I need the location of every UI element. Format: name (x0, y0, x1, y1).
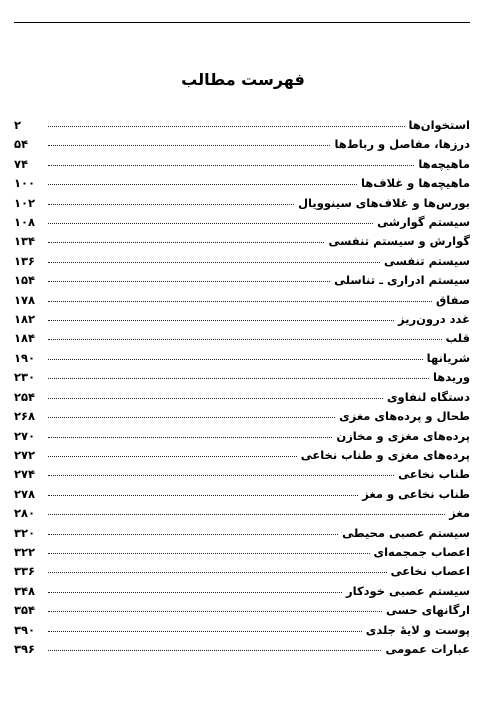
dot-leader (48, 242, 324, 243)
toc-entry-page-number: ۲ (14, 118, 22, 132)
dot-leader (48, 572, 387, 573)
toc-entry-page-number: ۲۵۴ (14, 389, 36, 404)
toc-entry[interactable] (14, 390, 470, 409)
toc-entry-title: ماهیچه‌ها (418, 156, 470, 171)
toc-entry-title: طحال و پرده‌های مغزی (339, 409, 470, 424)
toc-entry-title: پرده‌های مغزی و طناب نخاعی (300, 447, 470, 462)
dot-leader (48, 514, 445, 515)
dot-leader (48, 475, 394, 476)
toc-entry-page-number: ۲۷۰ (14, 428, 36, 443)
toc-entry-page-number: ۷۴ (14, 156, 29, 171)
toc-entry[interactable] (14, 331, 470, 350)
toc-entry[interactable] (14, 623, 470, 642)
toc-entry-page-number: ۲۷۸ (14, 486, 36, 501)
toc-entry-page-number: ۳۴۸ (14, 583, 36, 598)
dot-leader (48, 553, 370, 554)
toc-entry[interactable] (14, 137, 470, 156)
toc-entry-title: سیستم عصبی محیطی (342, 525, 470, 540)
toc-entry[interactable] (14, 526, 470, 545)
dot-leader (48, 359, 423, 360)
dot-leader (48, 417, 335, 418)
toc-entry-title: قلب (445, 331, 470, 346)
toc-entry-title: اعصاب جمجمه‌ای (373, 544, 470, 559)
toc-entry-title: استخوان‌ها (408, 118, 470, 132)
toc-entry-page-number: ۱۵۴ (14, 273, 36, 288)
toc-entry-page-number: ۲۷۴ (14, 467, 36, 482)
dot-leader (48, 281, 330, 282)
toc-entry-title: طناب نخاعی و مغز (362, 486, 470, 501)
dot-leader (48, 184, 357, 185)
toc-entry[interactable] (14, 273, 470, 292)
toc-entry[interactable] (14, 234, 470, 253)
toc-entry-title: شریانها (426, 350, 470, 365)
toc-entry-title: وریدها (432, 370, 470, 385)
toc-entry-page-number: ۱۸۲ (14, 312, 36, 327)
top-rule (14, 22, 470, 23)
toc-entry-page-number: ۳۲۰ (14, 525, 36, 540)
dot-leader (48, 534, 338, 535)
toc-entry-title: گوارش و سیستم تنفسی (328, 234, 470, 249)
toc-entry-page-number: ۳۲۲ (14, 544, 36, 559)
dot-leader (48, 592, 342, 593)
toc-entry-page-number: ۲۷۲ (14, 447, 36, 462)
toc-entry-page-number: ۳۵۴ (14, 603, 36, 618)
toc-entry-page-number: ۲۸۰ (14, 506, 36, 521)
toc-entry-page-number: ۱۰۰ (14, 176, 36, 191)
toc-entry-title: درزها، مفاصل و رباط‌ها (334, 137, 470, 152)
toc-entry[interactable] (14, 215, 470, 234)
toc-entry-title: عبارات عمومی (385, 641, 470, 656)
toc-entry[interactable] (14, 642, 470, 661)
toc-entry[interactable] (14, 467, 470, 486)
toc-entry-title: غدد درون‌ریز (398, 312, 470, 327)
toc-entry[interactable] (14, 254, 470, 273)
dot-leader (48, 611, 382, 612)
toc-entry-page-number: ۳۳۶ (14, 564, 36, 579)
table-of-contents (14, 118, 470, 661)
dot-leader (48, 339, 442, 340)
toc-entry[interactable] (14, 506, 470, 525)
toc-entry-page-number: ۳۹۰ (14, 622, 36, 637)
dot-leader (48, 320, 394, 321)
toc-entry-title: ارگانهای حسی (386, 603, 470, 618)
toc-entry-title: پرده‌های مغزی و مخازن (336, 428, 470, 443)
toc-entry-title: بورس‌ها و غلاف‌های سینوویال (298, 195, 470, 210)
page-title: فهرست مطالب (181, 70, 305, 89)
toc-entry[interactable] (14, 429, 470, 448)
toc-entry-page-number: ۳۹۶ (14, 641, 36, 656)
toc-entry-title: پوست و لایهٔ جلدی (365, 622, 470, 637)
toc-entry-page-number: ۱۹۰ (14, 350, 36, 365)
toc-entry-title: دستگاه لنفاوی (387, 389, 470, 404)
toc-entry-page-number: ۱۷۸ (14, 292, 36, 307)
toc-entry-page-number: ۲۳۰ (14, 370, 36, 385)
toc-entry[interactable] (14, 564, 470, 583)
toc-entry[interactable] (14, 176, 470, 195)
dot-leader (48, 437, 332, 438)
dot-leader (48, 223, 373, 224)
toc-entry-title: سیستم گوارشی (377, 215, 470, 230)
dot-leader (48, 165, 414, 166)
dot-leader (48, 650, 381, 651)
toc-entry[interactable] (14, 196, 470, 215)
toc-entry[interactable] (14, 351, 470, 370)
toc-entry[interactable] (14, 118, 470, 137)
toc-entry[interactable] (14, 409, 470, 428)
toc-entry[interactable] (14, 545, 470, 564)
toc-entry[interactable] (14, 370, 470, 389)
toc-entry-title: سیستم تنفسی (383, 253, 470, 268)
toc-entry-page-number: ۱۳۴ (14, 234, 36, 249)
toc-entry-page-number: ۲۶۸ (14, 409, 36, 424)
toc-entry-title: اعصاب نخاعی (390, 564, 470, 579)
dot-leader (48, 398, 383, 399)
toc-entry-title: مغز (449, 506, 470, 521)
toc-entry-page-number: ۱۳۶ (14, 253, 36, 268)
toc-entry[interactable] (14, 448, 470, 467)
dot-leader (48, 301, 432, 302)
dot-leader (48, 145, 330, 146)
dot-leader (48, 204, 294, 205)
dot-leader (48, 262, 380, 263)
toc-entry[interactable] (14, 584, 470, 603)
toc-entry-page-number: ۱۸۴ (14, 331, 36, 346)
toc-entry-page-number: ۱۰۲ (14, 195, 36, 210)
toc-entry[interactable] (14, 293, 470, 312)
toc-entry[interactable] (14, 487, 470, 506)
dot-leader (48, 456, 297, 457)
dot-leader (48, 495, 358, 496)
toc-entry-title: طناب نخاعی (398, 467, 470, 482)
toc-entry-page-number: ۵۴ (14, 137, 29, 152)
toc-entry[interactable] (14, 157, 470, 176)
dot-leader (48, 631, 362, 632)
toc-entry-title: سیستم ادراری ـ تناسلی (334, 273, 470, 288)
toc-entry-title: صفاق (436, 292, 470, 307)
toc-entry-title: ماهیچه‌ها و غلاف‌ها (360, 176, 470, 191)
toc-entry[interactable] (14, 603, 470, 622)
dot-leader (48, 378, 429, 379)
toc-entry-page-number: ۱۰۸ (14, 215, 36, 230)
dot-leader (48, 126, 405, 127)
toc-entry-title: سیستم عصبی خودکار (346, 583, 470, 598)
toc-entry[interactable] (14, 312, 470, 331)
